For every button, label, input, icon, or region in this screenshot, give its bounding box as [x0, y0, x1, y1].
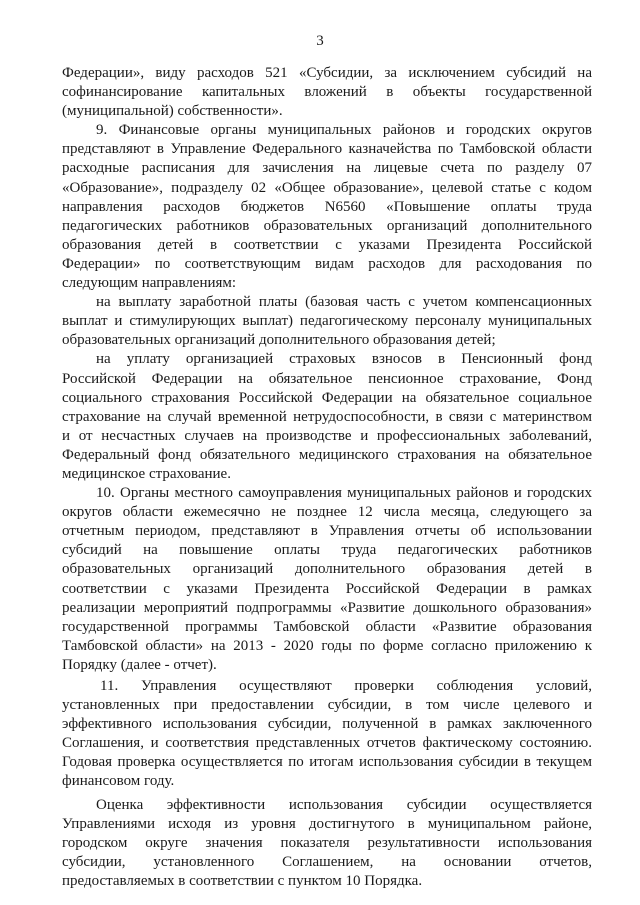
- text-line: Тамбовской области» на 2013 - 2020 годы по форме согласно приложению к: [62, 637, 592, 654]
- page-number: 3: [316, 33, 324, 49]
- paragraph-9-item-salary: [62, 293, 592, 350]
- text-line: 9. Финансовые органы муниципальных районов и городских округов: [96, 122, 592, 139]
- paragraph-9: [62, 121, 592, 293]
- text-line: государственной программы Тамбовской области «Развитие образования: [62, 618, 592, 635]
- text-line: медицинское страхование.: [62, 465, 231, 482]
- text-line: Порядку (далее - отчет).: [62, 656, 217, 673]
- text-line: городском округе значения показателя результативности использования: [62, 834, 592, 851]
- text-line: педагогических работников образовательных организаций дополнительного: [62, 217, 592, 234]
- text-line: направления расходов бюджетов N6560 «Повышение оплаты труда: [62, 198, 592, 215]
- text-line: Соглашения, и соответствия представленных отчетов фактическому состоянию.: [62, 735, 592, 752]
- text-line: субсидии, установленного Соглашением, на основании отчетов,: [62, 853, 592, 870]
- paragraph-10: [62, 484, 592, 675]
- text-line: образовательных организаций дополнительного образования детей в: [62, 561, 592, 578]
- text-line: Российской Федерации на обязательное пенсионное страхование, Фонд: [62, 370, 592, 387]
- text-line: реализации мероприятий подпрограммы «Развитие дошкольного образования»: [62, 599, 592, 616]
- text-line: Годовая проверка осуществляется по итогам использования субсидии в текущем: [62, 754, 592, 771]
- text-line: образования детей в соответствии с указами Президента Российской: [62, 236, 592, 253]
- text-line: Оценка эффективности использования субсидии осуществляется: [96, 796, 592, 813]
- text-line: (муниципальной) собственности».: [62, 103, 283, 120]
- text-line: субсидий на повышение оплаты труда педагогических работников: [62, 542, 592, 559]
- paragraph-11-evaluation: [62, 796, 592, 891]
- text-line: установленных при предоставлении субсидии, в том числе целевого и: [62, 697, 592, 714]
- document-body: [62, 64, 592, 891]
- text-line: финансовом году.: [62, 773, 175, 790]
- paragraph-continuation: [62, 64, 592, 121]
- text-line: округов области ежемесячно не позднее 12 числа месяца, следующего за: [62, 504, 592, 521]
- paragraph-11: [62, 677, 592, 792]
- text-line: следующим направлениям:: [62, 275, 237, 292]
- text-line: и от несчастных случаев на производстве и профессиональных заболеваний,: [62, 427, 592, 444]
- text-line: отчетным периодом, представляют в Управления отчеты об использовании: [62, 523, 592, 540]
- text-line: эффективного использования субсидии, полученной в рамках заключенного: [62, 716, 592, 733]
- text-line: Федерации» по соответствующим видам расходов для расходования по: [62, 255, 592, 272]
- text-line: соответствии с указами Президента Российской Федерации в рамках: [62, 580, 592, 597]
- text-line: на выплату заработной платы (базовая часть с учетом компенсационных: [96, 294, 592, 311]
- text-line: софинансирование капитальных вложений в объекты государственной: [62, 84, 592, 101]
- text-line: на уплату организацией страховых взносов в Пенсионный фонд: [96, 351, 592, 368]
- text-line: страхование на случай временной нетрудоспособности, в связи с материнством: [62, 408, 592, 425]
- text-line: выплат и стимулирующих выплат) педагогическому персоналу муниципальных: [62, 313, 592, 330]
- text-line: Федерации», виду расходов 521 «Субсидии, за исключением субсидий на: [62, 65, 592, 81]
- text-line: образовательных организаций дополнительного образования детей;: [62, 332, 496, 349]
- text-line: 10. Органы местного самоуправления муниципальных районов и городских: [96, 485, 592, 502]
- text-line: социального страхования Российской Федерации на обязательное социальное: [62, 389, 592, 406]
- text-line: Федеральный фонд обязательного медицинского страхования на обязательное: [62, 446, 592, 463]
- text-line: Управлениями исходя из уровня достигнутого в муниципальном районе,: [62, 815, 592, 832]
- text-line: «Образование», подразделу 02 «Общее образование», целевой статье с кодом: [62, 179, 592, 196]
- paragraph-9-item-insurance: [62, 350, 592, 484]
- text-line: 11. Управления осуществляют проверки соблюдения условий,: [100, 678, 592, 694]
- text-line: расходные расписания для зачисления на лицевые счета по разделу 07: [62, 160, 592, 177]
- text-line: предоставляемых в соответствии с пунктом 10 Порядка.: [62, 872, 423, 889]
- text-line: представляют в Управление Федерального казначейства по Тамбовской области: [62, 141, 592, 158]
